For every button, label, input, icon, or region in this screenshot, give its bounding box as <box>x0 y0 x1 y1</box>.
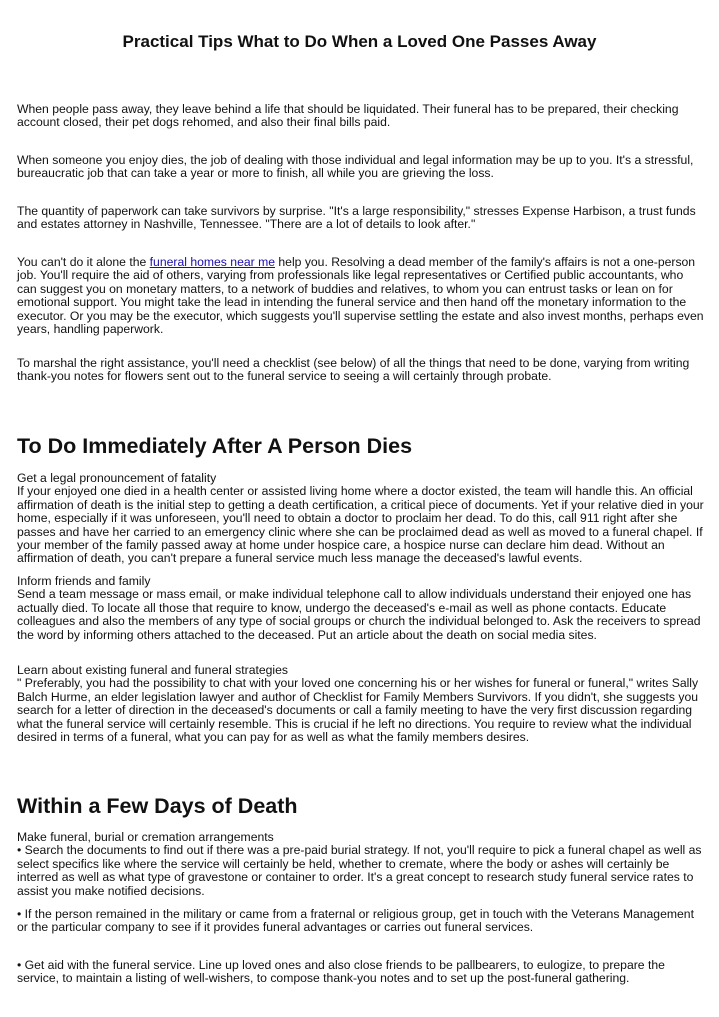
intro-paragraph-4 <box>17 256 705 336</box>
section2-bullet-2: • If the person remained in the military or came from a fraternal or religious group, get in touch with the Veterans Management or the particular company to see if it provides funeral advantages or carries out funeral services. <box>17 907 694 935</box>
bullet-text: • Search the documents to find out if there was a pre-paid burial strategy. If not, you'll require to pick a funeral chapel as well as select specifics like where the service will certainly be held, whether to cremate, where the body or ashes will certainly be interred as well as what type of gravestone or container to order. It's a great concept to research study funeral service rates to assist you make notified decisions. <box>17 843 702 898</box>
block-label: Get a legal pronouncement of fatality <box>17 471 217 485</box>
intro-paragraph-3: The quantity of paperwork can take survivors by surprise. "It's a large responsibility," stresses Expense Harbison, a trust funds and estates attorney in Nashville, Tennessee. "There are a lot of details to look after." <box>17 204 696 232</box>
page-title: Practical Tips What to Do When a Loved One Passes Away <box>122 32 597 51</box>
section2-bullet-3: • Get aid with the funeral service. Line up loved ones and also close friends to be pallbearers, to eulogize, to prepare the service, to maintain a listing of well-wishers, to compose thank-you notes and to set up the post-funeral gathering. <box>17 958 665 986</box>
intro-paragraph-1: When people pass away, they leave behind a life that should be liquidated. Their funeral has to be prepared, their checking account closed, their pet dogs rehomed, and also their final bills paid. <box>17 102 679 130</box>
paragraph-text-after-link: help you. Resolving a dead member of the family's affairs is not a one-person job. You'll require the aid of others, varying from professionals like legal representatives or Certified public accountants, who can suggest you on monetary matters, to a network of buddies and relatives, to whom you can entrust tasks or lean on for emotional support. You might take the lead in intending the funeral service and then hand off the monetary information to the executor. Or you may be the executor, which suggests you'll supervise settling the estate and also invest months, perhaps even years, handling paperwork. <box>17 255 704 337</box>
block-text: " Preferably, you had the possibility to chat with your loved one concerning his or her wishes for funeral or funeral," writes Sally Balch Hurme, an elder legislation lawyer and author of Checklist for Family Members Survivors. If you didn't, she suggests you search for a letter of direction in the deceased's documents or call a family meeting to have the very first discussion regarding what the funeral service will certainly resemble. This is crucial if he left no directions. You require to review what the individual desired in terms of a funeral, what you can pay for as well as what the family members desires. <box>17 676 699 745</box>
block-label: Make funeral, burial or cremation arrangements <box>17 830 274 844</box>
block-text: If your enjoyed one died in a health center or assisted living home where a doctor existed, the team will handle this. An official affirmation of death is the initial step to getting a death certification, a critical piece of documents. Yet if your relative died in your home, especially if it was unforeseen, you'll need to obtain a doctor to proclaim her dead. To do this, call 911 right after she passes and have her carried to an emergency clinic where she can be proclaimed dead as well as moved to a funeral chapel. If your member of the family passed away at home under hospice care, a hospice nurse can declare him dead. Without an affirmation of death, you can't prepare a funeral service much less manage the deceased's lawful events. <box>17 484 704 566</box>
funeral-homes-link[interactable]: funeral homes near me <box>149 255 275 269</box>
section2-block-1 <box>17 831 705 898</box>
paragraph-text-before-link: You can't do it alone the <box>17 255 150 269</box>
section1-block-2 <box>17 575 705 642</box>
block-label: Inform friends and family <box>17 574 151 588</box>
section1-block-1 <box>17 472 705 566</box>
section1-block-3 <box>17 664 705 744</box>
section-heading-immediately: To Do Immediately After A Person Dies <box>17 434 413 458</box>
block-text: Send a team message or mass email, or make individual telephone call to allow individuals understand their enjoyed one has actually died. To locate all those that require to know, undergo the deceased's e-mail as well as phone contacts. Educate colleagues and also the members of any type of social groups or church the individual belonged to. Ask the receivers to spread the word by informing others attached to the deceased. Put an article about the death on social media sites. <box>17 587 701 642</box>
intro-paragraph-5: To marshal the right assistance, you'll need a checklist (see below) of all the things that need to be done, varying from writing thank-you notes for flowers sent out to the funeral service to seeing a will certainly through probate. <box>17 356 690 384</box>
intro-paragraph-2: When someone you enjoy dies, the job of dealing with those individual and legal information may be up to you. It's a stressful, bureaucratic job that can take a year or more to finish, all while you are grieving the loss. <box>17 153 694 181</box>
block-label: Learn about existing funeral and funeral strategies <box>17 663 289 677</box>
section-heading-few-days: Within a Few Days of Death <box>17 794 298 818</box>
